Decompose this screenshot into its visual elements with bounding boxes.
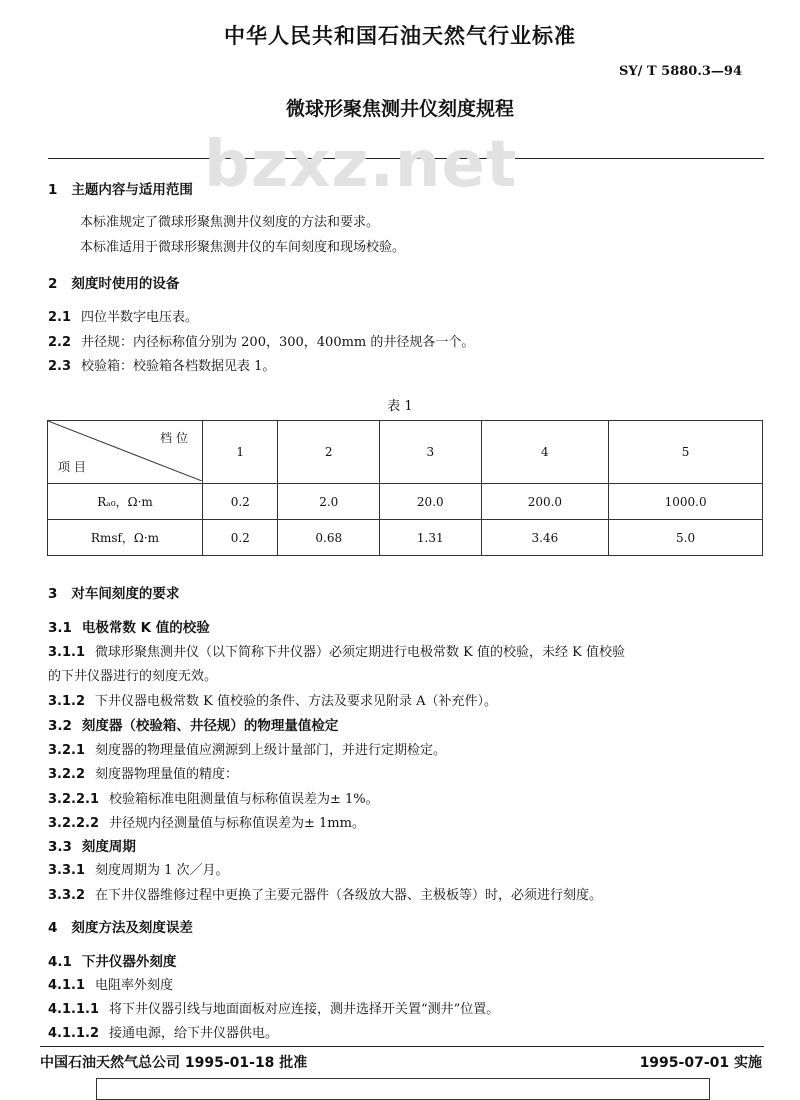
document-title: 中华人民共和国石油天然气行业标准: [224, 24, 576, 48]
section-number: 4: [48, 920, 58, 936]
clause-number: 4.1.1.1: [48, 1002, 99, 1017]
section-number: 2: [48, 276, 58, 292]
clause-text: 电阻率外刻度: [95, 978, 174, 993]
clause-number: 3.3: [48, 839, 72, 855]
clause-number: 4.1.1.2: [48, 1026, 99, 1041]
row-label: Rmsf，Ω·m: [48, 520, 203, 556]
table-row: [48, 520, 763, 556]
clause-title: 电极常数 K 值的校验: [81, 620, 210, 636]
clause-number: 3.2.1: [48, 743, 86, 758]
clause-3-1-1-cont: 的下井仪器进行的刻度无效。: [48, 669, 218, 684]
section-3-heading: [48, 582, 179, 602]
clause-3-1-1: [48, 641, 625, 660]
clause-number: 3.1.1: [48, 645, 86, 660]
document-subtitle: 微球形聚焦测井仪刻度规程: [285, 98, 514, 120]
clause-number: 3.1.2: [48, 694, 86, 709]
corner-top-label: 档 位: [160, 431, 188, 445]
clause-text: 井径规：内径标称值分别为 200，300，400mm 的井径规各一个。: [81, 335, 475, 350]
clause-3-1-heading: [48, 616, 210, 636]
section-title: 刻度时使用的设备: [71, 276, 180, 292]
section-number: 3: [48, 586, 58, 602]
footer-divider: [40, 1046, 764, 1047]
clause-text: 微球形聚焦测井仪（以下简称下井仪器）必须定期进行电极常数 K 值的校验，未经 K 值校验: [95, 645, 625, 660]
section-title: 主题内容与适用范围: [71, 182, 193, 198]
clause-title: 下井仪器外刻度: [81, 954, 177, 970]
clause-text: 刻度器的物理量值应溯源到上级计量部门，并进行定期检定。: [95, 743, 447, 758]
clause-3-3-heading: [48, 835, 136, 855]
clause-number: 4.1: [48, 954, 72, 970]
section-title: 刻度方法及刻度误差: [71, 920, 193, 936]
clause-number: 3.2: [48, 718, 72, 734]
table-cell: 1.31: [380, 520, 482, 556]
effective-date: 1995-07-01 实施: [639, 1055, 762, 1071]
column-header: 3: [380, 421, 482, 484]
table-cell: 0.2: [203, 520, 278, 556]
clause-title: 刻度周期: [81, 839, 136, 855]
table-cell: 3.46: [481, 520, 609, 556]
table-cell: 2.0: [278, 484, 380, 520]
clause-4-1-1-1: [48, 998, 499, 1017]
table-corner-cell: [48, 421, 203, 484]
approval-line: 中国石油天然气总公司 1995-01-18 批准: [40, 1055, 308, 1071]
clause-text: 接通电源，给下井仪器供电。: [109, 1026, 279, 1041]
clause-number: 3.3.1: [48, 863, 86, 878]
watermark: bzxz.net: [204, 128, 518, 202]
clause-number: 2.3: [48, 359, 72, 374]
clause-2-1: [48, 306, 198, 325]
clause-title: 刻度器（校验箱、井径规）的物理量值检定: [81, 718, 339, 734]
clause-3-2-heading: [48, 714, 338, 734]
clause-4-1-1-2: [48, 1022, 278, 1041]
clause-text: 在下井仪器维修过程中更换了主要元器件（各级放大器、主极板等）时，必须进行刻度。: [95, 888, 603, 903]
table-cell: 0.2: [203, 484, 278, 520]
clause-number: 3.1: [48, 620, 72, 636]
clause-number: 2.1: [48, 310, 72, 325]
clause-3-2-2-1: [48, 788, 379, 807]
section-title: 对车间刻度的要求: [71, 586, 180, 602]
clause-text: 刻度周期为 1 次／月。: [95, 863, 229, 878]
clause-3-2-2: [48, 763, 238, 782]
clause-3-3-1: [48, 859, 229, 878]
clause-number: 4.1.1: [48, 978, 86, 993]
clause-text: 四位半数字电压表。: [81, 310, 199, 325]
table-cell: 20.0: [380, 484, 482, 520]
table-header-row: [48, 421, 763, 484]
clause-number: 2.2: [48, 335, 72, 350]
clause-3-3-2: [48, 884, 602, 903]
clause-4-1-heading: [48, 950, 176, 970]
clause-3-2-2-2: [48, 812, 365, 831]
clause-text: 井径规内径测量值与标称值误差为± 1mm。: [109, 816, 365, 831]
clause-2-2: [48, 331, 474, 350]
table-cell: 1000.0: [609, 484, 763, 520]
clause-3-1-2: [48, 690, 497, 709]
clause-3-2-1: [48, 739, 446, 758]
clause-text: 刻度器物理量值的精度：: [95, 767, 239, 782]
column-header: 4: [481, 421, 609, 484]
clause-text: 校验箱：校验箱各档数据见表 1。: [81, 359, 276, 374]
section-2-heading: [48, 272, 179, 292]
clause-text: 校验箱标准电阻测量值与标称值误差为± 1%。: [109, 792, 379, 807]
row-label: Rₐ₀，Ω·m: [48, 484, 203, 520]
clause-number: 3.2.2: [48, 767, 86, 782]
section-4-heading: [48, 916, 193, 936]
table-cell: 5.0: [609, 520, 763, 556]
column-header: 5: [609, 421, 763, 484]
clause-2-3: [48, 355, 275, 374]
standard-code: SY/ T 5880.3—94: [619, 64, 742, 79]
table-row: [48, 484, 763, 520]
paragraph: 本标准适用于微球形聚焦测井仪的车间刻度和现场校验。: [80, 240, 406, 255]
clause-text: 下井仪器电极常数 K 值校验的条件、方法及要求见附录 A（补充件）。: [95, 694, 498, 709]
column-header: 2: [278, 421, 380, 484]
column-header: 1: [203, 421, 278, 484]
bottom-frame: [96, 1078, 710, 1100]
section-number: 1: [48, 182, 58, 198]
clause-text: 将下井仪器引线与地面面板对应连接，测井选择开关置“测井”位置。: [109, 1002, 500, 1017]
clause-4-1-1: [48, 974, 173, 993]
corner-bottom-label: 项 目: [58, 460, 86, 474]
table-cell: 200.0: [481, 484, 609, 520]
calibration-table: [47, 420, 763, 556]
clause-number: 3.3.2: [48, 888, 86, 903]
table-cell: 0.68: [278, 520, 380, 556]
clause-number: 3.2.2.2: [48, 816, 99, 831]
section-1-heading: [48, 178, 193, 198]
clause-number: 3.2.2.1: [48, 792, 99, 807]
paragraph: 本标准规定了微球形聚焦测井仪刻度的方法和要求。: [80, 215, 380, 230]
table-caption: 表 1: [387, 399, 413, 414]
